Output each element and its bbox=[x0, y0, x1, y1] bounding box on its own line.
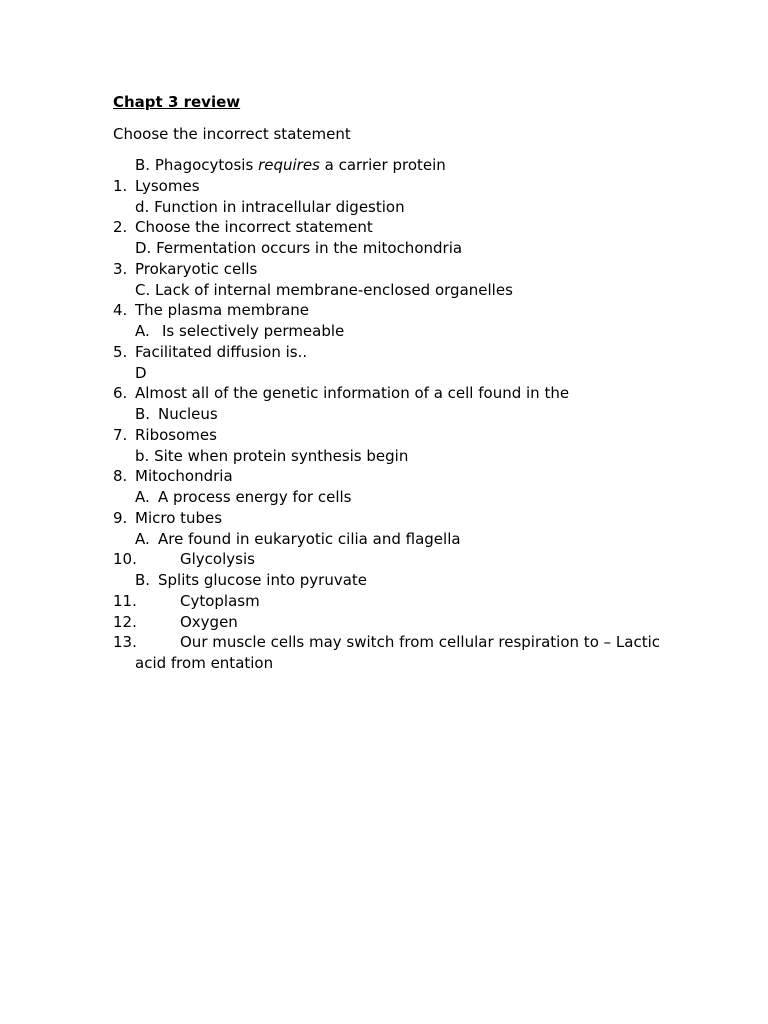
list-item bbox=[113, 591, 693, 612]
answer-letter: A. bbox=[135, 529, 150, 548]
answer-text: Nucleus bbox=[158, 405, 218, 423]
list-item bbox=[113, 508, 693, 529]
item-number: 4. bbox=[113, 301, 128, 320]
item-question: The plasma membrane bbox=[135, 301, 310, 320]
item-number: 7. bbox=[113, 425, 128, 444]
answer-line bbox=[113, 280, 693, 301]
answer-text: Fermentation occurs in the mitochondria bbox=[156, 239, 463, 257]
item-number: 1. bbox=[113, 176, 128, 195]
answer-letter: B. bbox=[135, 405, 151, 423]
answer-line bbox=[113, 487, 693, 508]
list-item bbox=[113, 466, 693, 487]
answer-line bbox=[113, 238, 693, 259]
answer-line bbox=[113, 446, 693, 467]
list-item bbox=[113, 342, 693, 363]
answer-letter: b. bbox=[135, 446, 150, 465]
list-item bbox=[113, 176, 693, 197]
item-number: 3. bbox=[113, 259, 128, 278]
item-question: Micro tubes bbox=[135, 508, 223, 527]
list-item bbox=[113, 612, 693, 633]
answer-letter: D. bbox=[135, 239, 152, 257]
item-question: Oxygen bbox=[180, 612, 238, 631]
item-question: Choose the incorrect statement bbox=[135, 218, 373, 237]
item-number: 9. bbox=[113, 508, 128, 527]
list-item bbox=[113, 549, 693, 570]
answer-letter: A. bbox=[135, 488, 150, 506]
item-question: Ribosomes bbox=[135, 425, 217, 444]
list-item bbox=[113, 300, 693, 321]
answer-line bbox=[113, 321, 693, 342]
item-question: Lysomes bbox=[135, 176, 200, 195]
answer-text: Is selectively permeable bbox=[162, 322, 345, 340]
answer-text: Site when protein synthesis begin bbox=[154, 446, 409, 465]
intro-question: Choose the incorrect statement bbox=[113, 125, 351, 143]
item-question-continuation: acid from entation bbox=[135, 654, 274, 672]
answer-line bbox=[113, 570, 693, 591]
answer-letter: B. bbox=[135, 156, 151, 174]
item-question: Cytoplasm bbox=[180, 591, 260, 610]
item-question: Mitochondria bbox=[135, 467, 233, 486]
list-item bbox=[113, 217, 693, 238]
page-title: Chapt 3 review bbox=[113, 93, 241, 111]
item-number: 8. bbox=[113, 467, 128, 486]
item-number: 5. bbox=[113, 342, 128, 361]
item-number: 11. bbox=[113, 591, 137, 610]
item-question: Our muscle cells may switch from cellular respiration to – Lactic bbox=[180, 633, 660, 652]
answer-letter: D bbox=[135, 363, 147, 382]
item-number: 10. bbox=[113, 550, 137, 569]
answer-letter: B. bbox=[135, 571, 151, 589]
item-question: Prokaryotic cells bbox=[135, 259, 258, 278]
intro-answer-line bbox=[113, 155, 693, 176]
review-list bbox=[113, 155, 693, 674]
answer-text: Lack of internal membrane-enclosed organelles bbox=[155, 280, 513, 299]
answer-text: A process energy for cells bbox=[158, 488, 352, 506]
answer-letter: C. bbox=[135, 280, 151, 299]
list-item bbox=[113, 425, 693, 446]
item-question: Almost all of the genetic information of a cell found in the bbox=[135, 384, 570, 403]
answer-emphasis: requires bbox=[258, 156, 320, 174]
continuation-line bbox=[113, 653, 693, 674]
list-item bbox=[113, 383, 693, 404]
list-item bbox=[113, 632, 693, 653]
item-number: 12. bbox=[113, 612, 137, 631]
answer-letter: d. bbox=[135, 197, 150, 216]
item-number: 6. bbox=[113, 384, 128, 403]
answer-letter: A. bbox=[135, 322, 150, 340]
answer-text: Are found in eukaryotic cilia and flagella bbox=[158, 529, 461, 548]
item-question: Facilitated diffusion is.. bbox=[135, 342, 308, 361]
answer-text-after: a carrier protein bbox=[324, 156, 446, 174]
answer-line bbox=[113, 363, 693, 384]
intro-answer bbox=[135, 155, 446, 176]
item-number: 2. bbox=[113, 218, 128, 237]
item-question: Glycolysis bbox=[180, 550, 255, 569]
answer-text-before: Phagocytosis bbox=[154, 156, 254, 174]
answer-text: Function in intracellular digestion bbox=[154, 197, 405, 216]
item-number: 13. bbox=[113, 633, 137, 652]
answer-line bbox=[113, 197, 693, 218]
answer-line bbox=[113, 404, 693, 425]
answer-line bbox=[113, 529, 693, 550]
list-item bbox=[113, 259, 693, 280]
answer-text: Splits glucose into pyruvate bbox=[158, 571, 368, 589]
